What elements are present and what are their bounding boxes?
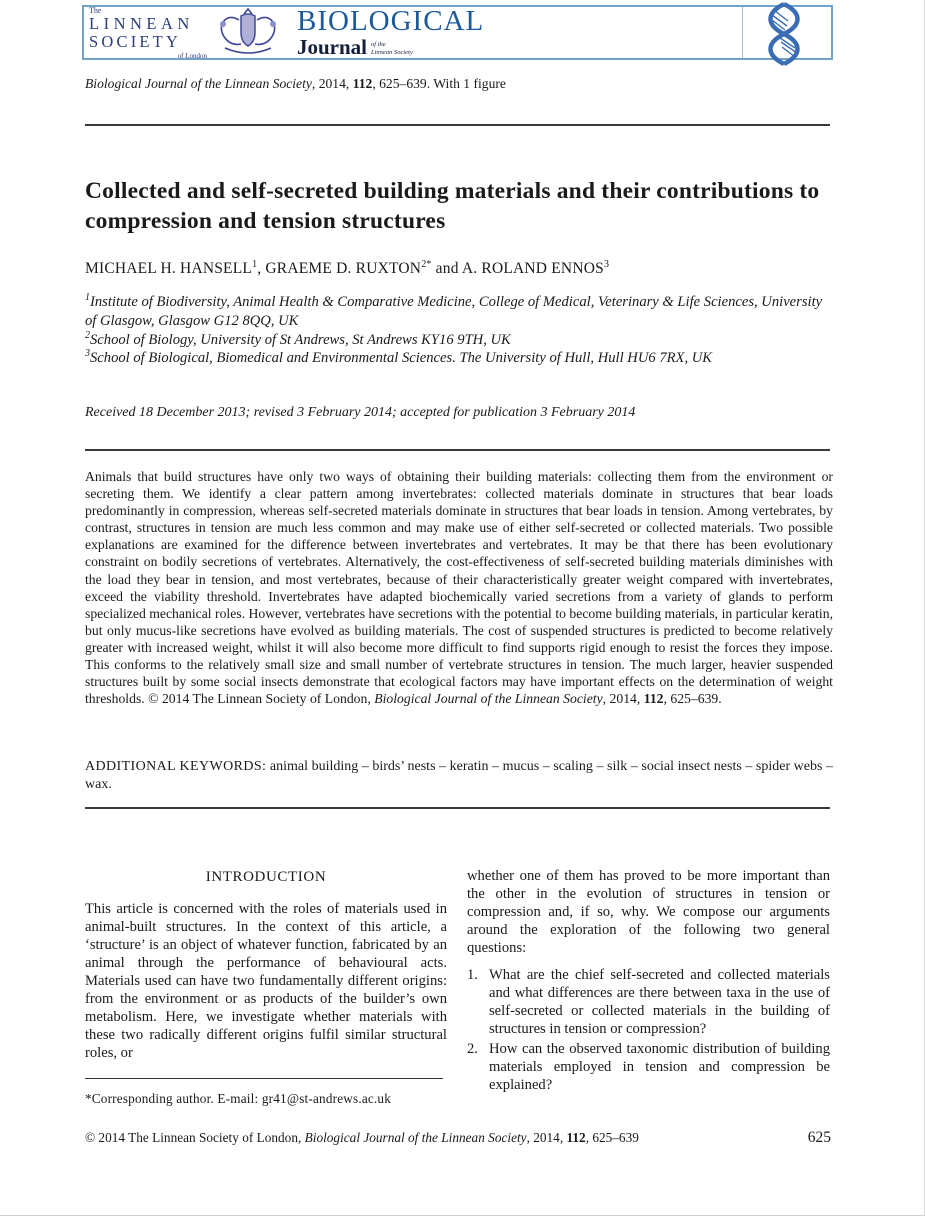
journal-header-banner xyxy=(82,5,833,60)
question-item xyxy=(467,1040,830,1094)
corresponding-author-footnote: *Corresponding author. E-mail: gr41@st-andrews.ac.uk xyxy=(85,1091,392,1106)
article-title: Collected and self-secreted building materials and their contributions to compression and tension structures xyxy=(85,178,820,234)
author-name: and A. ROLAND ENNOS xyxy=(431,260,604,277)
author-name: MICHAEL H. HANSELL xyxy=(85,260,253,277)
author-affil-sup: 2* xyxy=(421,258,432,270)
affiliation-entry: $^3$School of Biological, Biomedical and Environmental Sciences. The University of Hull, Hull HU6 7RX, UK xyxy=(85,348,713,367)
author-line xyxy=(85,260,833,278)
question-number: 1. xyxy=(467,967,478,983)
divider-rule-top xyxy=(85,124,830,126)
keywords-label: ADDITIONAL KEYWORDS: xyxy=(85,759,267,774)
footer-journal-name: Biological Journal of the Linnean Society xyxy=(304,1130,527,1145)
introduction-paragraph-left: This article is concerned with the roles of materials used in animal-built structures. In the context of this article, a ‘structure’ is an object of whatever function, fabricated by an animal through the performance of behavioural acts. Materials used can have two fundamentally different origins: from the environment or as products of the builder’s own metabolism. Here, we investigate whether materials with these two radically different origins fulfil similar structural roles, or xyxy=(85,901,447,1061)
journal-title-tagline: of the Linnean Society xyxy=(371,41,413,56)
divider-rule-abstract-top xyxy=(85,449,830,451)
footer-copyright-line: © 2014 The Linnean Society of London, Biological Journal of the Linnean Society, 2014, 112, 625–639 xyxy=(85,1130,639,1145)
citation-volume: 112 xyxy=(352,76,373,91)
author-affil-sup: 3 xyxy=(603,258,610,270)
author-name: , GRAEME D. RUXTON xyxy=(257,260,422,277)
society-logo-line1: LINNEAN xyxy=(89,13,194,33)
footnote-rule xyxy=(85,1078,443,1079)
affiliation-entry: $^2$School of Biology, University of St Andrews, St Andrews KY16 9TH, UK xyxy=(85,329,511,348)
page-number: 625 xyxy=(807,1129,831,1146)
abstract-body: Animals that build structures have only two ways of obtaining their building materials: collecting them from the environment or secreting them. We identify a clear pattern among invertebrates: collected materials dominate in structures that bear loads predominantly in compression, whereas self-secreted materials dominate in structures that bear loads in tension. Among vertebrates, by contrast, structures in tension are much less common and may make use of either self-secreted or collected materials. Two possible explanations are examined for the difference between invertebrates and vertebrates. It may be that there has been evolutionary constraint on bodily secretions of vertebrates. Alternatively, the cost-effectiveness of self-secreted building materials diminishes with the load they bear in tension, and most vertebrates, because of their characteristically greater weight compared with invertebrates, exceed the viability threshold. Invertebrates have adapted biochemically varied secretions from a variety of glands to perform specialized mechanical roles. However, vertebrates have secretions with the potential to become building materials, in particular keratin, but only mucus-like secretions have evolved as building materials. The cost of suspended structures is predicted to become relatively greater with increased weight, whilst it will also become more difficult to find supports rigid enough to resist the forces they impose. This conforms to the relatively small size and small number of vertebrate structures in tension. The much larger, heavier suspended structures built by some social insects demonstrate that ecological factors may have important effects on the determination of weight thresholds. xyxy=(85,469,833,707)
keywords-list: animal building – birds’ nests – keratin – mucus – scaling – silk – social insect nests – spider webs – wax. xyxy=(85,759,833,792)
body-column-left xyxy=(85,867,447,1062)
journal-title-biological: BIOLOGICAL xyxy=(297,5,485,37)
question-text: How can the observed taxonomic distribution of building materials employed in tension and compression be explained? xyxy=(489,1041,830,1093)
society-logo-the: The xyxy=(89,5,102,15)
dna-helix-icon xyxy=(753,2,815,66)
abstract-copyright-journal: Biological Journal of the Linnean Society xyxy=(374,691,603,707)
society-logo-of-london: of London xyxy=(177,51,207,60)
affiliation-entry: $^1$Institute of Biodiversity, Animal Health & Comparative Medicine, College of Medical, Veterinary & Life Sciences, University of Glasgow, Glasgow G12 8QQ, UK xyxy=(85,292,823,329)
question-list xyxy=(467,966,830,1094)
introduction-paragraph-right: whether one of them has proved to be more important than the other in the evolution of structures in tension or compression and, if so, why. We compose our arguments around the exploration of the following two general questions: xyxy=(467,868,830,956)
body-column-right xyxy=(467,867,830,1094)
citation-line: Biological Journal of the Linnean Society, 2014, 112, 625–639. With 1 figure xyxy=(85,76,506,91)
page-footer xyxy=(85,1129,831,1147)
keywords-line xyxy=(85,758,833,794)
abstract-copyright-volume: 112 xyxy=(643,691,664,707)
received-dates-line: Received 18 December 2013; revised 3 February 2014; accepted for publication 3 February 2014 xyxy=(85,405,636,420)
journal-title-lockup xyxy=(297,7,484,58)
section-heading-introduction: INTRODUCTION xyxy=(205,869,327,885)
question-number: 2. xyxy=(467,1041,478,1057)
society-logo-line2: SOCIETY xyxy=(89,32,182,51)
citation-journal-name: Biological Journal of the Linnean Society xyxy=(85,76,312,91)
divider-rule-keywords-bottom xyxy=(85,807,830,809)
question-text: What are the chief self-secreted and collected materials and what differences are there between taxa in the use of self-secreted or collected materials in the building of structures in tension or compression? xyxy=(489,967,830,1037)
linnean-society-logo xyxy=(89,7,207,60)
affiliations-block xyxy=(85,293,833,368)
header-divider xyxy=(742,7,743,58)
abstract-paragraph: Animals that build structures have only two ways of obtaining their building materials: collecting them from the environment or secreting them. We identify a clear pattern among invertebrates: collected materials dominate in structures that bear loads predominantly in compression, whereas self-secreted materials dominate in structures that bear loads in tension. Among vertebrates, by contrast, structures in tension are much less common and may make use of either self-secreted or collected materials. Two possible explanations are examined for the difference between invertebrates and vertebrates. It may be that there has been evolutionary constraint on bodily secretions of vertebrates. Alternatively, the cost-effectiveness of self-secreted building materials diminishes with the load they bear in tension, and most vertebrates, because of their characteristically greater weight compared with invertebrates, exceed the viability threshold. Invertebrates have adapted biochemically varied secretions from a variety of glands to perform specialized mechanical roles. However, vertebrates have secretions with the potential to become building materials, in particular keratin, but only mucus-like secretions have evolved as building materials. The cost of suspended structures is predicted to become relatively greater with increased weight, whilst it will also become more difficult to find supports rigid enough to resist the forces they impose. This conforms to the relatively small size and small number of vertebrate structures in tension. The much larger, heavier suspended structures built by some social insects demonstrate that ecological factors may have important effects on the determination of weight thresholds. © 2014 The Linnean Society of London, Biological Journal of the Linnean Society, 2014, 112, 625–639. xyxy=(85,469,833,707)
linnean-crest-icon xyxy=(211,8,285,58)
footer-volume: 112 xyxy=(566,1130,586,1145)
question-item xyxy=(467,966,830,1038)
author-affil-sup: 1 xyxy=(252,258,258,270)
journal-title-journal: Journal xyxy=(297,35,368,59)
